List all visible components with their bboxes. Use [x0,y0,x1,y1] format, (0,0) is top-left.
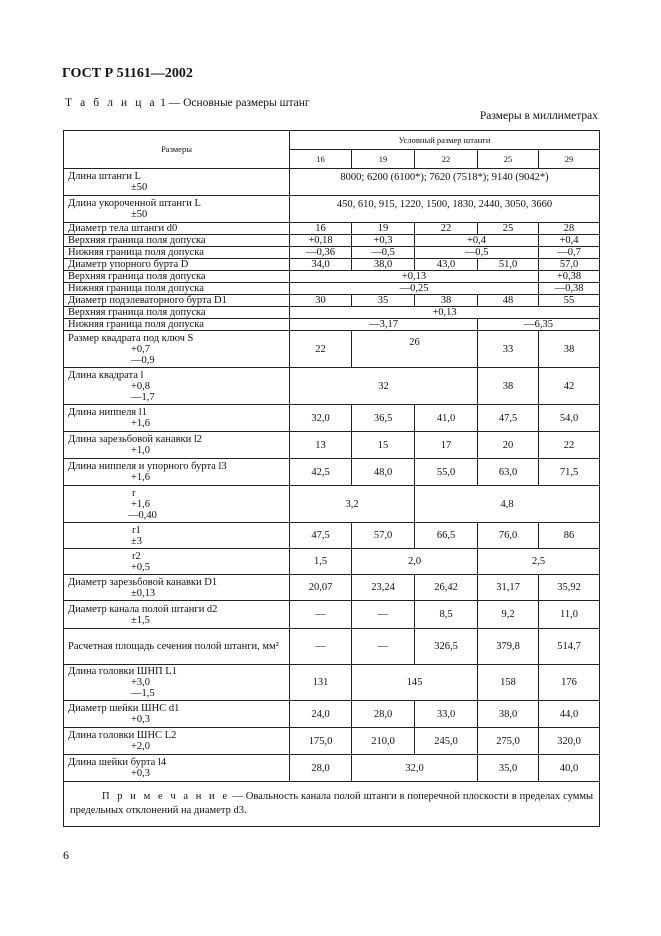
row-label: Длина шейки бурта l4 +0,3 [64,755,290,782]
cell-value: 13 [290,432,352,459]
cell-value: 57,0 [539,259,600,271]
cell-value: 15 [352,432,415,459]
row-label: Длина головки ШНС L2 +2,0 [64,728,290,755]
table-row [64,432,600,459]
cell-value: 35,92 [539,575,600,601]
cell-value: —6,35 [478,319,600,331]
row-label: Нижняя граница поля допуска [64,247,290,259]
cell-value: 379,8 [478,629,539,665]
cell-value: 47,5 [290,523,352,549]
cell-value: 55 [539,295,600,307]
cell-value: 22 [290,331,352,368]
cell-value: — [352,629,415,665]
table-row [64,459,600,486]
table-row [64,319,600,331]
cell-value: 11,0 [539,601,600,629]
cell-value: 55,0 [415,459,478,486]
cell-value: 33 [478,331,539,368]
table-row [64,629,600,665]
cell-value: 275,0 [478,728,539,755]
cell-value: 34,0 [290,259,352,271]
table-row [64,283,600,295]
table-row [64,575,600,601]
cell-value: 51,0 [478,259,539,271]
cell-value: 38,0 [478,701,539,728]
cell-value: 32,0 [290,405,352,432]
row-label: Нижняя граница поля допуска [64,319,290,331]
cell-value: 1,5 [290,549,352,575]
row-label: Расчетная площадь сечения полой штанги, мм² [64,629,290,665]
row-label: Верхняя граница поля допуска [64,235,290,247]
cell-value: 47,5 [478,405,539,432]
row-label: Диаметр упорного бурта D [64,259,290,271]
cell-value: +0,4 [539,235,600,247]
cell-value: 48,0 [352,459,415,486]
table-row [64,601,600,629]
cell-value: 57,0 [352,523,415,549]
table-row [64,331,600,368]
cell-value: 26,42 [415,575,478,601]
cell-value: 25 [478,223,539,235]
row-label: Диаметр шейки ШНС d1 +0,3 [64,701,290,728]
cell-value: 38 [478,368,539,405]
row-label: Длина ниппеля и упорного бурта l3 +1,6 [64,459,290,486]
document-header: ГОСТ Р 51161—2002 [62,66,193,81]
cell-value: 22 [415,223,478,235]
cell-value: +0,18 [290,235,352,247]
header-size-29: 29 [539,150,600,169]
cell-value: —0,5 [415,247,539,259]
cell-value: 131 [290,665,352,701]
cell-value: 41,0 [415,405,478,432]
cell-value: —0,25 [290,283,539,295]
cell-value: 32 [290,368,478,405]
header-group: Условный размер штанги [290,131,600,150]
row-label: Нижняя граница поля допуска [64,283,290,295]
header-size-25: 25 [478,150,539,169]
cell-value: 48 [478,295,539,307]
units-label: Размеры в миллиметрах [479,110,598,122]
table-row [64,223,600,235]
cell-value: —3,17 [290,319,478,331]
cell-value: — [352,601,415,629]
table-note-row [64,782,600,827]
row-label: Диаметр зарезьбовой канавки D1 ±0,13 [64,575,290,601]
row-label: Размер квадрата под ключ S +0,7 —0,9 [64,331,290,368]
table-row [64,271,600,283]
row-label: Длина головки ШНП L1 +3,0 —1,5 [64,665,290,701]
cell-value: 42,5 [290,459,352,486]
table-row [64,368,600,405]
cell-value: 38 [415,295,478,307]
cell-value: 33,0 [415,701,478,728]
cell-value: 8000; 6200 (6100*); 7620 (7518*); 9140 (9042*) [290,169,600,196]
table-row [64,235,600,247]
table-row [64,307,600,319]
row-label: Верхняя граница поля допуска [64,307,290,319]
cell-value: —0,7 [539,247,600,259]
cell-value: +0,4 [415,235,539,247]
cell-value: 32,0 [352,755,478,782]
cell-value: 210,0 [352,728,415,755]
cell-value: 42 [539,368,600,405]
cell-value: 43,0 [415,259,478,271]
cell-value: 3,2 [290,486,415,523]
cell-value: 145 [352,665,478,701]
row-label: Длина квадрата l +0,8 —1,7 [64,368,290,405]
cell-value: 24,0 [290,701,352,728]
header-parameter: Размеры [64,131,290,169]
table-row [64,549,600,575]
cell-value: 2,5 [478,549,600,575]
cell-value: 35 [352,295,415,307]
cell-value: 245,0 [415,728,478,755]
cell-value: 22 [539,432,600,459]
cell-value: 28,0 [352,701,415,728]
cell-value: 2,0 [352,549,478,575]
cell-value: 9,2 [478,601,539,629]
cell-value: 16 [290,223,352,235]
cell-value: 31,17 [478,575,539,601]
cell-value: 35,0 [478,755,539,782]
cell-value: 514,7 [539,629,600,665]
cell-value: —0,38 [539,283,600,295]
row-label: r2 +0,5 [64,549,290,575]
cell-value: 28,0 [290,755,352,782]
cell-value: 66,5 [415,523,478,549]
note-text: — Овальность канала полой штанги в поперечной плоскости в пределах суммы предельных отклонений на диаметр d3. [70,791,594,816]
page-number: 6 [63,848,69,862]
table-row [64,295,600,307]
table-row [64,755,600,782]
cell-value: 54,0 [539,405,600,432]
table-row [64,486,600,523]
table-row [64,259,600,271]
table-row [64,701,600,728]
cell-value: 17 [415,432,478,459]
table-caption [65,97,310,109]
row-label: r +1,6 —0,40 [64,486,290,523]
table-row [64,728,600,755]
cell-value: 38,0 [352,259,415,271]
row-label: Верхняя граница поля допуска [64,271,290,283]
cell-value: 176 [539,665,600,701]
cell-value: 20 [478,432,539,459]
cell-value: 158 [478,665,539,701]
cell-value: 28 [539,223,600,235]
header-size-22: 22 [415,150,478,169]
table-row [64,247,600,259]
table-caption-prefix: Т а б л и ц а [65,97,158,109]
cell-value: 30 [290,295,352,307]
row-label: Длина укороченной штанги L ±50 [64,196,290,223]
table-caption-text: 1 — Основные размеры штанг [160,97,310,109]
header-size-16: 16 [290,150,352,169]
cell-value: 20,07 [290,575,352,601]
table-row [64,196,600,223]
cell-value: 44,0 [539,701,600,728]
cell-value: 8,5 [415,601,478,629]
cell-value: 23,24 [352,575,415,601]
dimensions-table [63,130,600,827]
table-row [64,169,600,196]
table-row [64,405,600,432]
cell-value: +0,13 [290,307,600,319]
cell-value: 63,0 [478,459,539,486]
cell-value: 19 [352,223,415,235]
note-prefix: П р и м е ч а н и е [102,791,230,802]
table-row [64,523,600,549]
cell-value: 26 [352,331,478,368]
row-label: Диаметр тела штанги d0 [64,223,290,235]
cell-value: 175,0 [290,728,352,755]
cell-value: 450, 610, 915, 1220, 1500, 1830, 2440, 3050, 3660 [290,196,600,223]
cell-value: 71,5 [539,459,600,486]
cell-value: 326,5 [415,629,478,665]
row-label: Длина штанги L ±50 [64,169,290,196]
cell-value: 36,5 [352,405,415,432]
cell-value: +0,13 [290,271,539,283]
cell-value: — [290,629,352,665]
cell-value: 86 [539,523,600,549]
cell-value: 38 [539,331,600,368]
row-label: Длина ниппеля l1 +1,6 [64,405,290,432]
row-label: Диаметр подэлеваторного бурта D1 [64,295,290,307]
cell-value: +0,38 [539,271,600,283]
cell-value: —0,36 [290,247,352,259]
cell-value: — [290,601,352,629]
cell-value: 76,0 [478,523,539,549]
cell-value: +0,3 [352,235,415,247]
table-note [64,782,600,827]
header-size-19: 19 [352,150,415,169]
table-row [64,665,600,701]
cell-value: —0,5 [352,247,415,259]
row-label: Диаметр канала полой штанги d2 ±1,5 [64,601,290,629]
cell-value: 320,0 [539,728,600,755]
cell-value: 4,8 [415,486,600,523]
cell-value: 40,0 [539,755,600,782]
row-label: Длина зарезьбовой канавки l2 +1,0 [64,432,290,459]
row-label: r1 ±3 [64,523,290,549]
